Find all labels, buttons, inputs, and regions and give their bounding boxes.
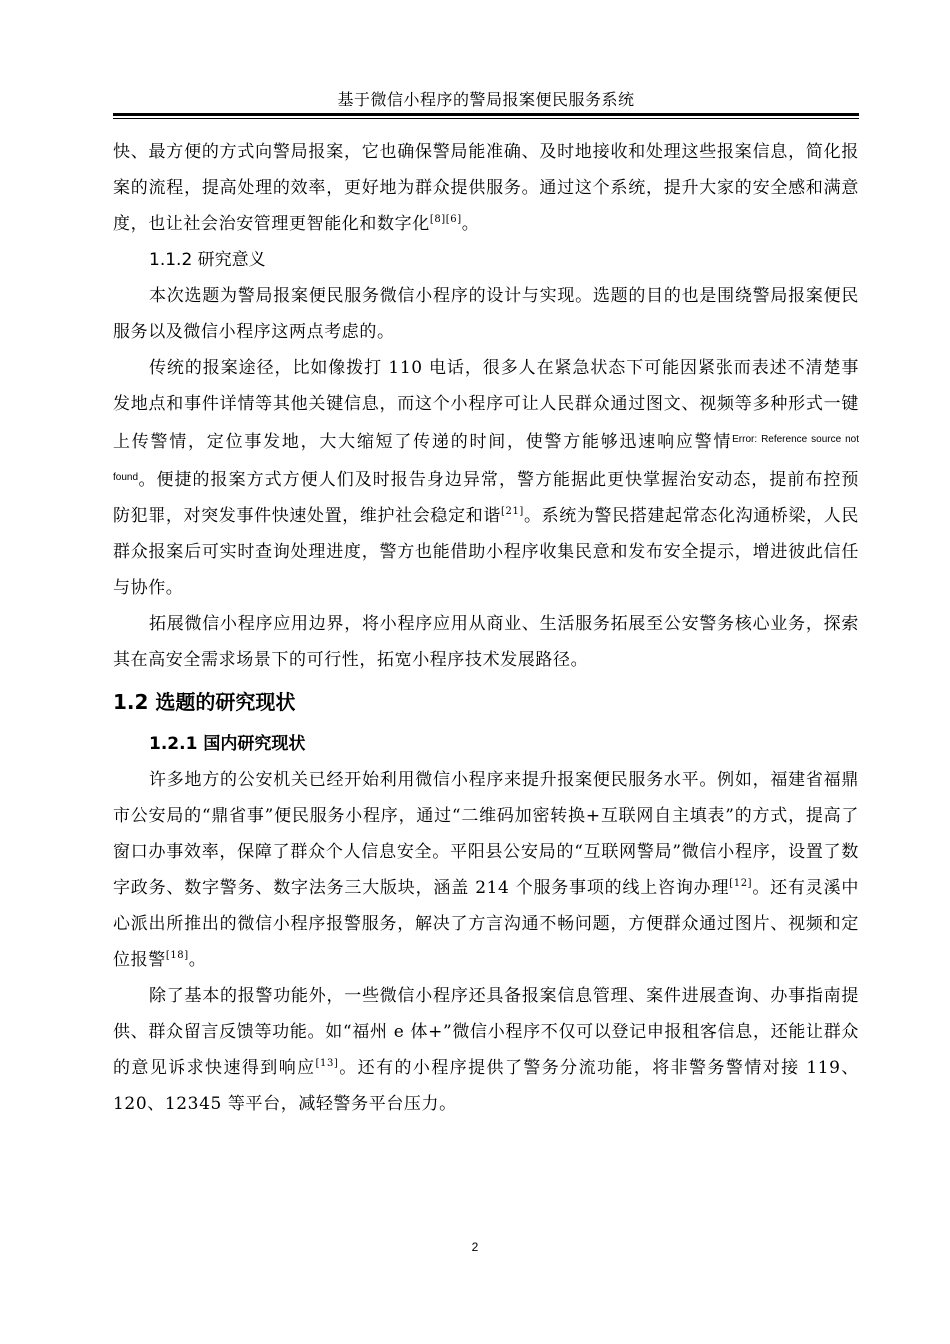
reference-error-text: Error: Reference source not found [113, 434, 859, 483]
running-header-title: 基于微信小程序的警局报案便民服务系统 [337, 90, 635, 109]
paragraph-text: 传统的报案途径，比如像拨打 110 电话，很多人在紧急状态下可能因紧张而表述不清楚事发地点和事件详情等其他关键信息，而这个小程序可让人民群众通过图文、视频等多种形式一键上传警情，定位事发地，大大缩短了传递的时间，使警方能够迅速响应警情 [113, 358, 859, 452]
paragraph-text: 快、最方便的方式向警局报案，它也确保警局能准确、及时地接收和处理这些报案信息，简化报案的流程，提高处理的效率，更好地为群众提供服务。通过这个系统，提升大家的安全感和满意度，也让社会治安管理更智能化和数字化 [113, 142, 859, 234]
paragraph-traditional-reporting [113, 350, 859, 606]
paragraph-text: 。还有灵溪中心派出所推出的微信小程序报警服务，解决了方言沟通不畅问题，方便群众通过图片、视频和定位报警 [113, 878, 859, 970]
subsection-heading-1-2-1: 1.2.1 国内研究现状 [149, 734, 306, 754]
paragraph-text: 。便捷的报案方式方便人们及时报告身边异常，警方能据此更快掌握治安动态，提前布控预防犯罪，对突发事件快速处置，维护社会稳定和谐 [113, 470, 859, 526]
paragraph-text: 。 [461, 214, 480, 234]
paragraph-text: 。系统为警民搭建起常态化沟通桥梁，人民群众报案后可实时查询处理进度，警方也能借助小程序收集民意和发布安全提示，增进彼此信任与协作。 [113, 506, 859, 598]
paragraph-text: 。还有的小程序提供了警务分流功能，将非警务警情对接 119、120、12345 等平台，减轻警务平台压力。 [113, 1058, 859, 1114]
paragraph-domestic-status [113, 762, 859, 978]
paragraph-text: 除了基本的报警功能外，一些微信小程序还具备报案信息管理、案件进展查询、办事指南提供、群众留言反馈等功能。如“福州 e 体+”微信小程序不仅可以登记申报租客信息，还能让群众的意见诉求快速得到响应 [113, 986, 859, 1078]
paragraph-purpose: 本次选题为警局报案便民服务微信小程序的设计与实现。选题的目的也是围绕警局报案便民服务以及微信小程序这两点考虑的。 [113, 286, 859, 342]
section-heading-1-2: 1.2 选题的研究现状 [113, 690, 296, 714]
citation: [18] [165, 950, 189, 961]
header-rule-thin [113, 118, 859, 119]
citation: [8][6] [429, 214, 462, 225]
citation: [12] [729, 878, 753, 889]
paragraph-extended-features [113, 978, 859, 1122]
citation: [21] [500, 506, 524, 517]
citation: [13] [315, 1058, 339, 1069]
paragraph-text: 许多地方的公安机关已经开始利用微信小程序来提升报案便民服务水平。例如，福建省福鼎市公安局的“鼎省事”便民服务小程序，通过“二维码加密转换+互联网自主填表”的方式，提高了窗口办事效率，保障了群众个人信息安全。平阳县公安局的“互联网警局”微信小程序，设置了数字政务、数字警务、数字法务三大版块，涵盖 214 个服务事项的线上咨询办理 [113, 770, 859, 898]
paragraph-expansion: 拓展微信小程序应用边界，将小程序应用从商业、生活服务拓展至公安警务核心业务，探索其在高安全需求场景下的可行性，拓宽小程序技术发展路径。 [113, 614, 859, 670]
header-rule-thick [113, 113, 859, 116]
page-number: 2 [471, 1240, 479, 1254]
paragraph-continuation [113, 134, 859, 242]
body-content [113, 134, 859, 1122]
subsection-heading-1-1-2: 1.1.2 研究意义 [149, 250, 266, 270]
paragraph-text: 。 [188, 950, 207, 970]
